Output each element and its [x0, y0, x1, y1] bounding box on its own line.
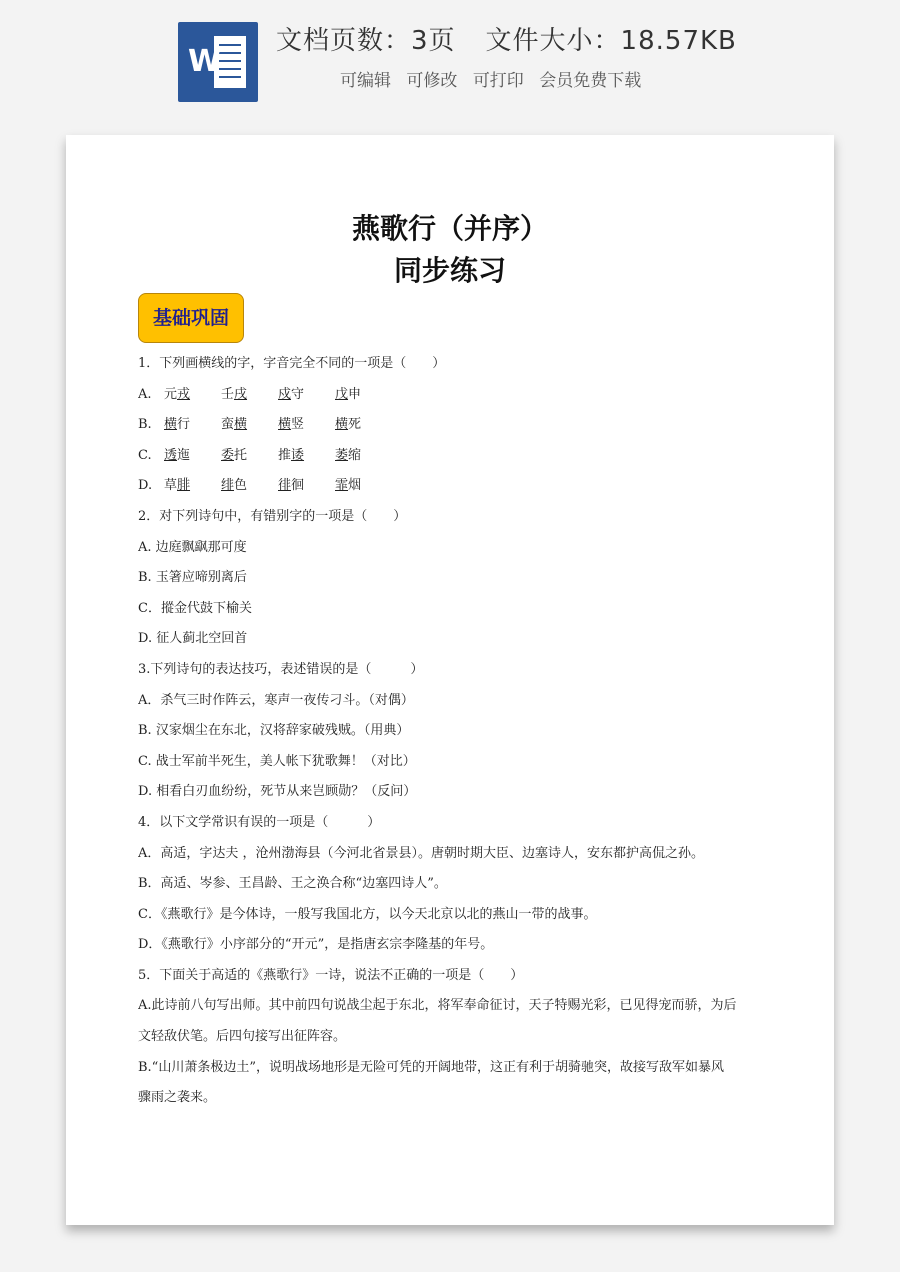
- q3-stem: 3.下列诗句的表达技巧，表述错误的是（ ）: [138, 661, 424, 677]
- q4-stem: 4．以下文学常识有误的一项是（ ）: [138, 814, 381, 830]
- q1-word: 霏烟: [335, 478, 362, 494]
- q5-option-b-line1: B.“山川萧条极边土”，说明战场地形是无险可凭的开阔地带，这正有利于胡骑驰突，故接写敌军如暴风: [138, 1059, 724, 1075]
- q1-word: 横行: [164, 417, 191, 433]
- q1-word: 绯色: [221, 478, 248, 494]
- q3-option-a: A．杀气三时作阵云，寒声一夜传刁斗。（对偶）: [138, 692, 414, 708]
- q1-word: 蛮横: [221, 417, 248, 433]
- page-count: 文档页数：3页: [276, 26, 456, 56]
- q1-word: 透迤: [164, 447, 191, 463]
- file-meta: [276, 20, 836, 57]
- word-document-icon: [178, 22, 258, 102]
- q1-option-b: [138, 410, 768, 441]
- q1-word: 委托: [221, 447, 248, 463]
- file-size: 文件大小：18.57KB: [485, 26, 737, 56]
- q4-option-c: C．《燕歌行》是今体诗，一般写我国北方，以今天北京以北的燕山一带的战事。: [138, 906, 597, 922]
- q1-word: 壬戌: [221, 386, 248, 402]
- q1-options: [138, 380, 768, 502]
- document-page: [66, 135, 834, 1225]
- feature-modifiable: 可修改: [406, 71, 458, 91]
- q1-word: 草腓: [164, 478, 191, 494]
- exercise-content: [138, 349, 768, 1114]
- q1-word: 横竖: [278, 417, 305, 433]
- document-title: 燕歌行（并序）: [351, 212, 548, 245]
- q3-option-d: D. 相看白刃血纷纷，死节从来岂顾勋？（反问）: [138, 784, 417, 800]
- q1-word: 戊申: [335, 386, 362, 402]
- q1-word: 萎缩: [335, 447, 362, 463]
- section-badge: 基础巩固: [138, 293, 244, 343]
- q4-option-d: D．《燕歌行》小序部分的“开元”，是指唐玄宗李隆基的年号。: [138, 937, 494, 953]
- q4-option-b: B．高适、岑参、王昌龄、王之涣合称“边塞四诗人”。: [138, 876, 447, 892]
- option-label: D.: [138, 478, 153, 494]
- q1-word: 元戎: [164, 386, 191, 402]
- option-label: A.: [138, 386, 152, 402]
- q5-option-b-line2: 骤雨之袭来。: [138, 1090, 217, 1106]
- q1-stem: 1．下列画横线的字，字音完全不同的一项是（ ）: [138, 356, 446, 371]
- q5-option-a-line2: 文轻敌伏笔。后四句接写出征阵容。: [138, 1029, 347, 1045]
- q2-option-b: B. 玉箸应啼别离后: [138, 570, 247, 586]
- q1-option-d: [138, 471, 768, 502]
- feature-printable: 可打印: [472, 71, 524, 91]
- q1-word: 横死: [335, 417, 362, 433]
- option-label: C.: [138, 447, 152, 463]
- q3-option-b: B. 汉家烟尘在东北，汉将辞家破残贼。（用典）: [138, 723, 410, 739]
- q2-option-d: D. 征人蓟北空回首: [138, 631, 248, 647]
- document-subtitle: 同步练习: [393, 254, 506, 287]
- word-letter: W: [188, 44, 222, 79]
- download-info-banner: [0, 0, 900, 120]
- q2-option-c: C．摐金代鼓下榆关: [138, 600, 252, 616]
- q1-option-c: [138, 441, 768, 472]
- q5-stem: 5．下面关于高适的《燕歌行》一诗，说法不正确的一项是（ ）: [138, 967, 524, 983]
- q1-option-a: [138, 380, 768, 411]
- q1-word: 推诿: [278, 447, 305, 463]
- q2-option-a: A. 边庭飘飖那可度: [138, 539, 247, 555]
- feature-member-download: 会员免费下载: [539, 71, 642, 91]
- feature-editable: 可编辑: [340, 71, 391, 91]
- q1-word: 戍守: [278, 386, 305, 402]
- feature-list: [340, 66, 760, 91]
- q4-option-a: A．高适，字达夫 ，沧州渤海县（今河北省景县）。唐朝时期大臣、边塞诗人，安东都护高侃之孙。: [138, 845, 705, 861]
- option-label: B.: [138, 417, 152, 433]
- q3-option-c: C. 战士军前半死生，美人帐下犹歌舞！（对比）: [138, 753, 416, 769]
- q2-stem: 2．对下列诗句中，有错别字的一项是（ ）: [138, 508, 407, 524]
- q5-option-a-line1: A.此诗前八句写出师。其中前四句说战尘起于东北，将军奉命征讨，天子特赐光彩，已见得宠而骄，为后: [138, 998, 737, 1014]
- q1-word: 徘徊: [278, 478, 305, 494]
